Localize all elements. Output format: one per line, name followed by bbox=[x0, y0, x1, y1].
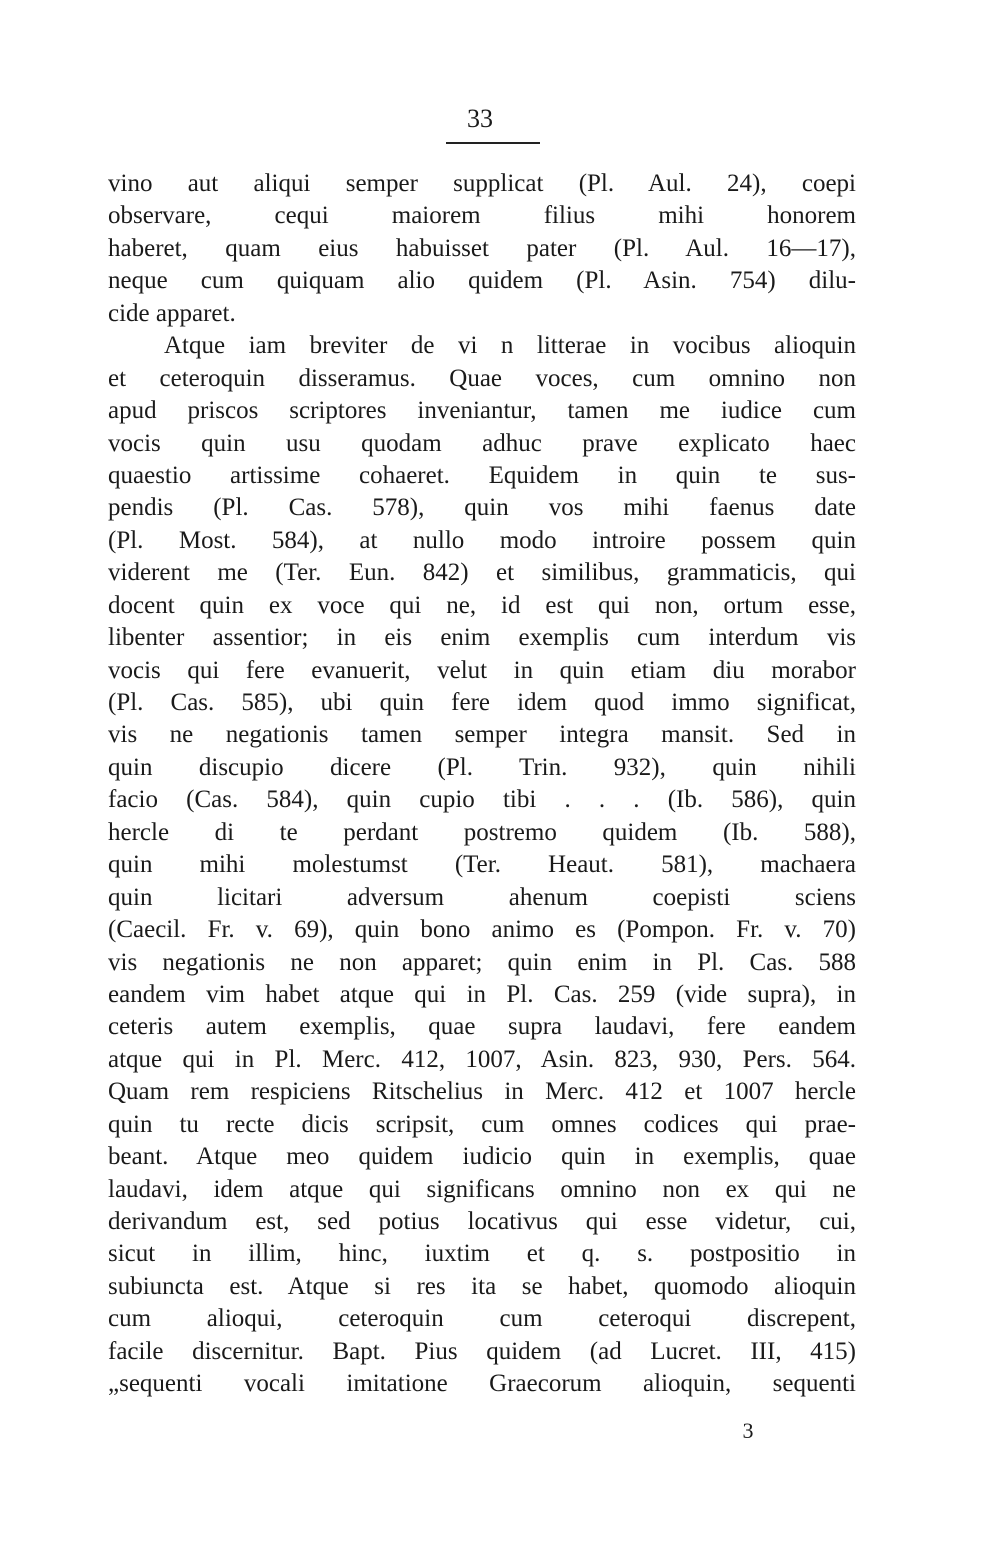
text-line: et ceteroquin disseramus. Quae voces, cum omnino non bbox=[108, 364, 856, 392]
text-line: atque qui in Pl. Merc. 412, 1007, Asin. 823, 930, Pers. 564. bbox=[108, 1045, 856, 1073]
text-line: quin licitari adversum ahenum coepisti sciens bbox=[108, 883, 856, 911]
text-line: vis ne negationis tamen semper integra mansit. Sed in bbox=[108, 721, 856, 749]
text-line: laudavi, idem atque qui significans omnino non ex qui ne bbox=[108, 1175, 856, 1203]
text-line: quaestio artissime cohaeret. Equidem in quin te sus- bbox=[108, 461, 856, 489]
text-line: derivandum est, sed potius locativus qui esse videtur, cui, bbox=[108, 1208, 856, 1235]
text-line: observare, cequi maiorem filius mihi honorem bbox=[108, 202, 856, 230]
text-line: (Pl. Cas. 585), ubi quin fere idem quod immo significat, bbox=[108, 689, 856, 716]
text-line: viderent me (Ter. Eun. 842) et similibus, grammaticis, qui bbox=[108, 559, 856, 587]
text-line: sicut in illim, hinc, iuxtim et q. s. postpositio in bbox=[108, 1240, 856, 1268]
text-line: „sequenti vocali imitatione Graecorum alioquin, sequenti bbox=[108, 1370, 856, 1398]
text-line: beant. Atque meo quidem iudicio quin in exemplis, quae bbox=[108, 1143, 856, 1171]
text-line: ceteris autem exemplis, quae supra laudavi, fere eandem bbox=[108, 1013, 856, 1041]
text-line: neque cum quiquam alio quidem (Pl. Asin. 754) dilu- bbox=[108, 267, 856, 295]
text-line: facio (Cas. 584), quin cupio tibi . . . (Ib. 586), quin bbox=[108, 786, 856, 814]
text-line: Atque iam breviter de vi n litterae in vocibus alioquin bbox=[164, 332, 856, 360]
text-line: (Caecil. Fr. v. 69), quin bono animo es (Pompon. Fr. v. 70) bbox=[108, 916, 856, 944]
text-line: pendis (Pl. Cas. 578), quin vos mihi faenus date bbox=[108, 494, 856, 522]
text-line: quin mihi molestumst (Ter. Heaut. 581), machaera bbox=[108, 851, 856, 879]
header-rule bbox=[446, 142, 540, 144]
text-line: subiuncta est. Atque si res ita se habet, quomodo alioquin bbox=[108, 1272, 856, 1300]
text-line: cum alioqui, ceteroquin cum ceteroqui discrepent, bbox=[108, 1305, 856, 1333]
text-line: hercle di te perdant postremo quidem (Ib. 588), bbox=[108, 818, 856, 846]
text-line: facile discernitur. Bapt. Pius quidem (ad Lucret. III, 415) bbox=[108, 1337, 856, 1365]
text-line: quin tu recte dicis scripsit, cum omnes codices qui prae- bbox=[108, 1110, 856, 1138]
text-line: docent quin ex voce qui ne, id est qui non, ortum esse, bbox=[108, 591, 856, 619]
page-number: 33 bbox=[467, 104, 493, 133]
text-line: libenter assentior; in eis enim exemplis cum interdum vis bbox=[108, 624, 856, 652]
body-text bbox=[108, 168, 856, 1401]
text-line: haberet, quam eius habuisset pater (Pl. Aul. 16—17), bbox=[108, 234, 856, 262]
text-line: vis negationis ne non apparet; quin enim in Pl. Cas. 588 bbox=[108, 948, 856, 976]
text-line: cide apparet. bbox=[108, 299, 236, 327]
text-line: quin discupio dicere (Pl. Trin. 932), quin nihili bbox=[108, 753, 856, 781]
text-line: vino aut aliqui semper supplicat (Pl. Aul. 24), coepi bbox=[108, 170, 856, 197]
text-line: Quam rem respiciens Ritschelius in Merc. 412 et 1007 hercle bbox=[108, 1078, 856, 1106]
signature-mark: 3 bbox=[742, 1418, 754, 1443]
text-line: vocis qui fere evanuerit, velut in quin etiam diu morabor bbox=[108, 656, 856, 684]
text-line: (Pl. Most. 584), at nullo modo introire possem quin bbox=[108, 526, 856, 554]
text-line: vocis quin usu quodam adhuc prave explicato haec bbox=[108, 429, 856, 457]
text-line: eandem vim habet atque qui in Pl. Cas. 259 (vide supra), in bbox=[108, 980, 856, 1008]
text-line: apud priscos scriptores inveniantur, tamen me iudice cum bbox=[108, 397, 856, 425]
